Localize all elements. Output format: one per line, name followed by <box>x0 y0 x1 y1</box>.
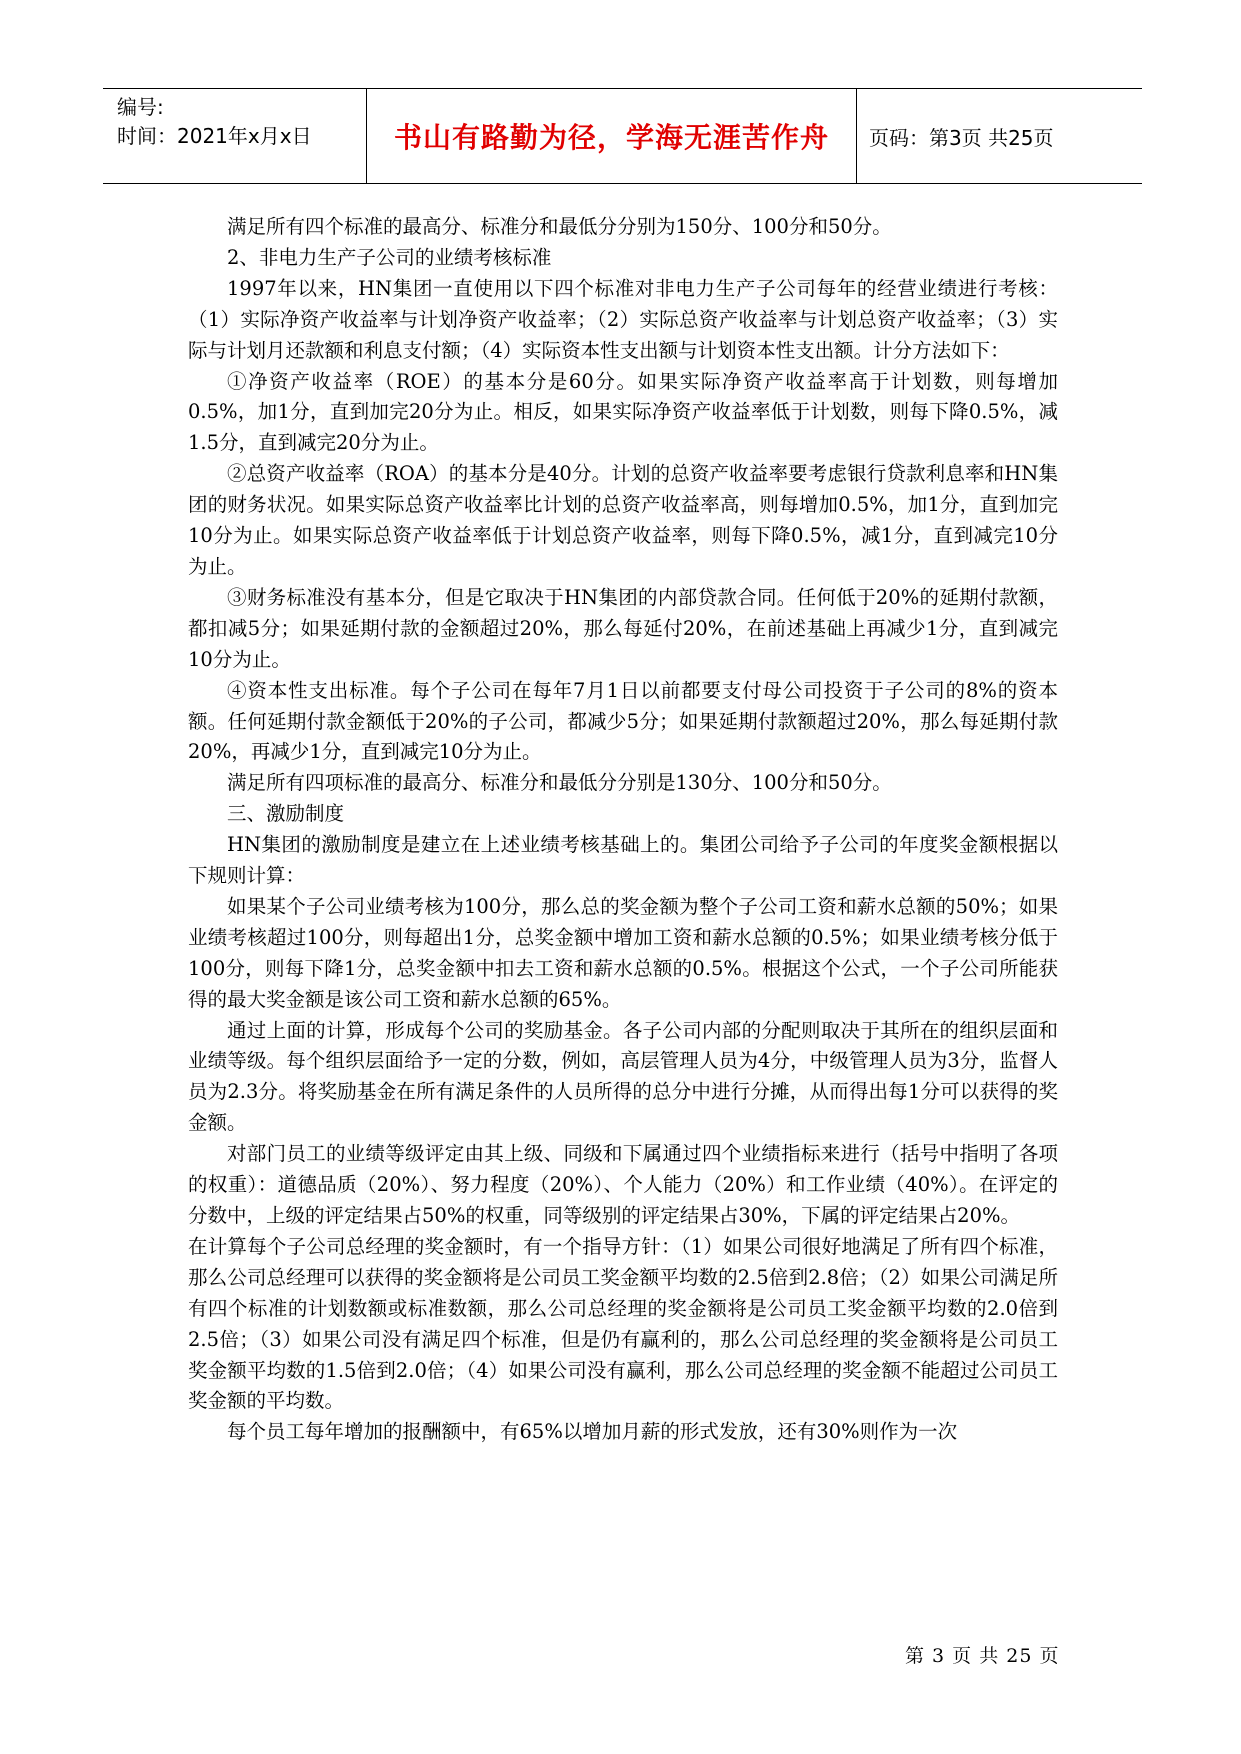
body-paragraph: 三、激励制度 <box>227 802 345 826</box>
body-paragraph: 1997年以来，HN集团一直使用以下四个标准对非电力生产子公司每年的经营业绩进行考核：（1）实际净资产收益率与计划净资产收益率；（2）实际总资产收益率与计划总资产收益率；（3）实际与计划月还款额和利息支付额；（4）实际资本性支出额与计划资本性支出额。计分方法如下： <box>188 276 1058 362</box>
body-paragraph: 2、非电力生产子公司的业绩考核标准 <box>227 245 552 269</box>
document-header <box>103 88 1142 184</box>
document-body <box>188 212 1058 1448</box>
document-number-label: 编号: <box>117 95 164 119</box>
body-paragraph: 通过上面的计算，形成每个公司的奖励基金。各子公司内部的分配则取决于其所在的组织层面和业绩等级。每个组织层面给予一定的分数，例如，高层管理人员为4分，中级管理人员为3分，监督人员为2.3分。将奖励基金在所有满足条件的人员所得的总分中进行分摊，从而得出每1分可以获得的奖金额。 <box>188 1018 1058 1135</box>
body-paragraph: 对部门员工的业绩等级评定由其上级、同级和下属通过四个业绩指标来进行（括号中指明了各项的权重）：道德品质（20%）、努力程度（20%）、个人能力（20%）和工作业绩（40%）。在评定的分数中，上级的评定结果占50%的权重，同等级别的评定结果占30%，下属的评定结果占20%。 <box>188 1142 1058 1227</box>
body-paragraph: ②总资产收益率（ROA）的基本分是40分。计划的总资产收益率要考虑银行贷款利息率和HN集团的财务状况。如果实际总资产收益率比计划的总资产收益率高，则每增加0.5%，加1分，直到加完10分为止。如果实际总资产收益率低于计划总资产收益率，则每下降0.5%，减1分，直到减完10分为止。 <box>188 462 1058 578</box>
body-paragraph: ①净资产收益率（ROE）的基本分是60分。如果实际净资产收益率高于计划数，则每增加0.5%，加1分，直到加完20分为止。相反，如果实际净资产收益率低于计划数，则每下降0.5%，减1.5分，直到减完20分为止。 <box>188 369 1058 455</box>
body-paragraph: HN集团的激励制度是建立在上述业绩考核基础上的。集团公司给予子公司的年度奖金额根据以下规则计算： <box>188 833 1058 888</box>
header-motto: 书山有路勤为径，学海无涯苦作舟 <box>367 89 857 183</box>
body-paragraph: 如果某个子公司业绩考核为100分，那么总的奖金额为整个子公司工资和薪水总额的50%；如果业绩考核超过100分，则每超出1分，总奖金额中增加工资和薪水总额的0.5%；如果业绩考核分低于100分，则每下降1分，总奖金额中扣去工资和薪水总额的0.5%。根据这个公式，一个子公司所能获得的最大奖金额是该公司工资和薪水总额的65%。 <box>188 894 1058 1011</box>
header-meta-cell <box>103 89 367 183</box>
page-footer: 第 3 页 共 25 页 <box>905 1645 1060 1667</box>
body-paragraph: ④资本性支出标准。每个子公司在每年7月1日以前都要支付母公司投资于子公司的8%的资本额。任何延期付款金额低于20%的子公司，都减少5分；如果延期付款额超过20%，那么每延期付款20%，再减少1分，直到减完10分为止。 <box>188 678 1058 764</box>
body-paragraph: 每个员工每年增加的报酬额中，有65%以增加月薪的形式发放，还有30%则作为一次 <box>227 1420 958 1444</box>
header-page-info: 页码：第3页 共25页 <box>869 125 1054 150</box>
body-paragraph: 满足所有四个标准的最高分、标准分和最低分分别为150分、100分和50分。 <box>227 215 892 238</box>
document-time-label: 时间：2021年x月x日 <box>117 124 312 148</box>
body-paragraph: 在计算每个子公司总经理的奖金额时，有一个指导方针：（1）如果公司很好地满足了所有四个标准，那么公司总经理可以获得的奖金额将是公司员工奖金额平均数的2.5倍到2.8倍；（2）如果公司满足所有四个标准的计划数额或标准数额，那么公司总经理的奖金额将是公司员工奖金额平均数的2.0倍到2.5倍；（3）如果公司没有满足四个标准，但是仍有赢利的，那么公司总经理的奖金额将是公司员工奖金额平均数的1.5倍到2.0倍；（4）如果公司没有赢利，那么公司总经理的奖金额不能超过公司员工奖金额的平均数。 <box>188 1234 1058 1413</box>
body-paragraph: 满足所有四项标准的最高分、标准分和最低分分别是130分、100分和50分。 <box>227 771 892 795</box>
body-paragraph: ③财务标准没有基本分，但是它取决于HN集团的内部贷款合同。任何低于20%的延期付款额，都扣减5分；如果延期付款的金额超过20%，那么每延付20%，在前述基础上再减少1分，直到减完10分为止。 <box>188 585 1058 671</box>
